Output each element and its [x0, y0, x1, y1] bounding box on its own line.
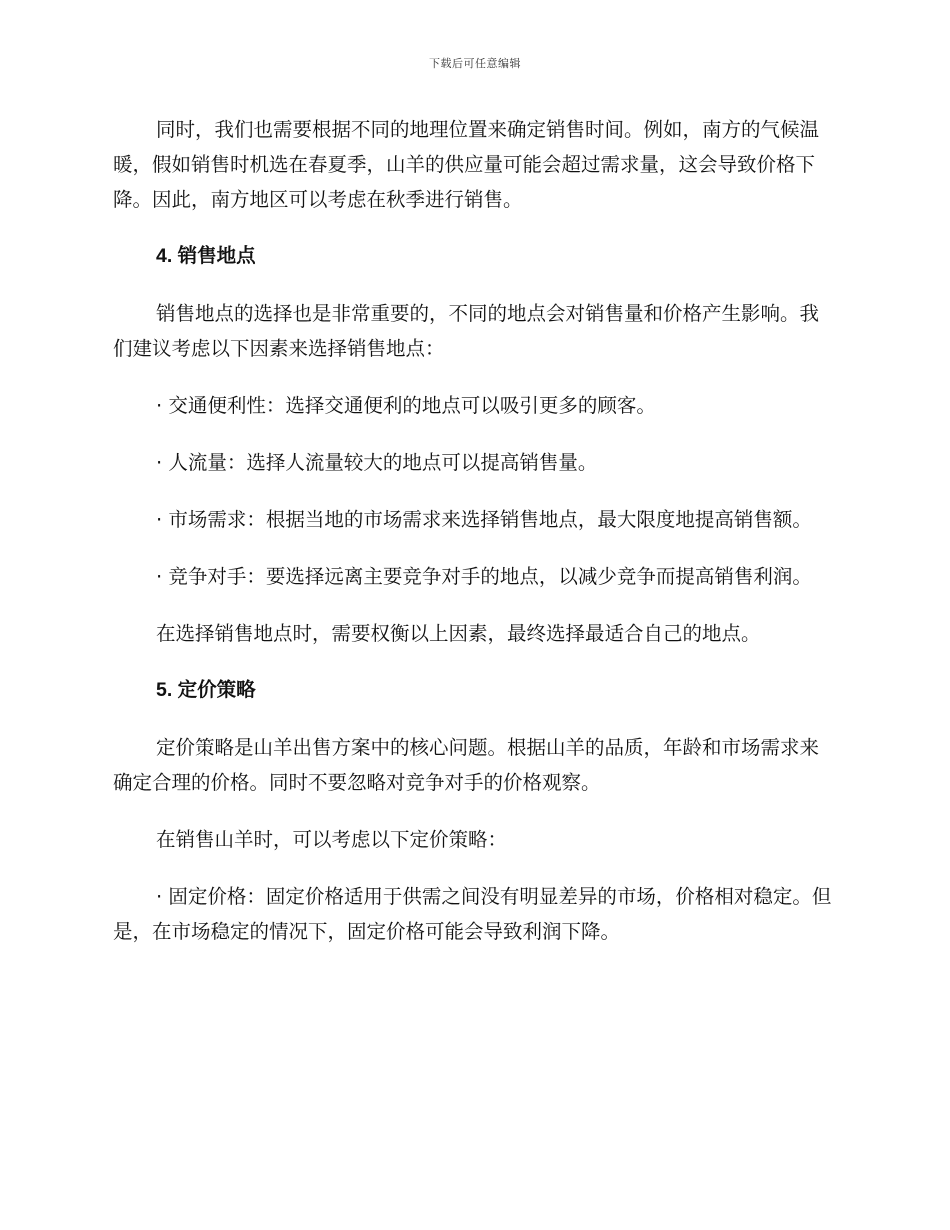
section-heading-sales-location: 4. 销售地点: [156, 245, 256, 267]
document-body: [113, 112, 837, 971]
list-item-market-demand: · 市场需求：根据当地的市场需求来选择销售地点，最大限度地提高销售额。: [156, 508, 812, 531]
page-header: 下载后可任意编辑: [429, 57, 521, 70]
list-item-fixed-price: · 固定价格：固定价格适用于供需之间没有明显差异的市场，价格相对稳定。但是，在市场稳定的情况下，固定价格可能会导致利润下降。: [113, 885, 832, 943]
paragraph-pricing-intro: 定价策略是山羊出售方案中的核心问题。根据山羊的品质，年龄和市场需求来确定合理的价格。同时不要忽略对竞争对手的价格观察。: [113, 736, 820, 794]
paragraph-location-summary: 在选择销售地点时，需要权衡以上因素，最终选择最适合自己的地点。: [156, 622, 761, 645]
list-item-foot-traffic: · 人流量：选择人流量较大的地点可以提高销售量。: [156, 451, 598, 474]
list-item-transport: · 交通便利性：选择交通便利的地点可以吸引更多的顾客。: [156, 394, 656, 417]
paragraph-sales-timing-region: 同时，我们也需要根据不同的地理位置来确定销售时间。例如，南方的气候温暖，假如销售时机选在春夏季，山羊的供应量可能会超过需求量，这会导致价格下降。因此，南方地区可以考虑在秋季进行销售。: [113, 118, 820, 211]
paragraph-location-intro: 销售地点的选择也是非常重要的，不同的地点会对销售量和价格产生影响。我们建议考虑以下因素来选择销售地点：: [113, 302, 820, 360]
section-heading-pricing-strategy: 5. 定价策略: [156, 679, 256, 701]
list-item-competitors: · 竞争对手：要选择远离主要竞争对手的地点，以减少竞争而提高销售利润。: [156, 565, 812, 588]
paragraph-pricing-options: 在销售山羊时，可以考虑以下定价策略：: [156, 828, 508, 851]
